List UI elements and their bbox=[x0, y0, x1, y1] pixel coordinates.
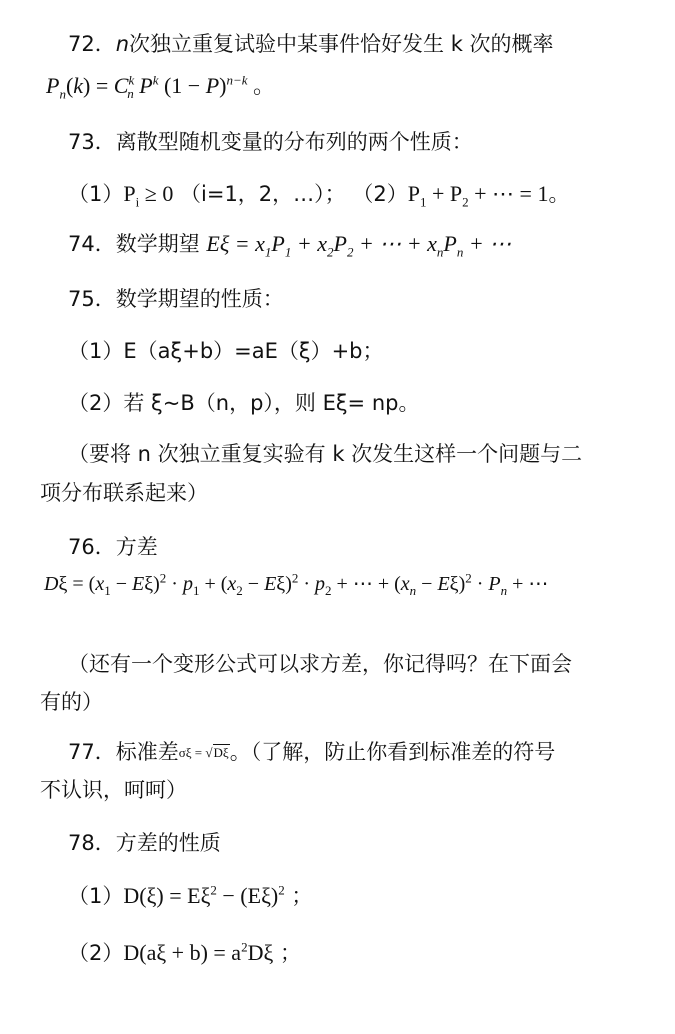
property-label: （1） bbox=[68, 182, 124, 206]
item-number: 76 bbox=[68, 535, 95, 559]
item-text: 标准差 bbox=[115, 740, 179, 764]
item-78: 78．方差的性质 bbox=[68, 831, 221, 855]
item-73-properties: $(1)P_i \ge 0$ （i=1，2，…）； $(2)P_1 + P_2$ + ⋯ = 1。 bbox=[68, 181, 570, 210]
item-78-property-2: $(2)D(a\xi + b) = a^2D\xi$ ； bbox=[68, 939, 301, 965]
item-number: 74 bbox=[68, 232, 95, 256]
expectation-formula: $E\xi = x_1P_1 + x_2P_2$ + ⋯ + $x_nP_n$ + ⋯ bbox=[206, 231, 512, 260]
item-75-property-1 bbox=[68, 337, 384, 365]
item-76: 76．方差 bbox=[68, 535, 158, 559]
note-binomial-line2: 项分布联系起来） bbox=[40, 481, 208, 505]
item-text: 方差的性质 bbox=[115, 831, 221, 855]
property-label: （1） bbox=[68, 339, 124, 363]
item-text: 离散型随机变量的分布列的两个性质： bbox=[115, 130, 473, 154]
item-tail: 。（了解，防止你看到标准差的符号 bbox=[229, 740, 556, 764]
item-number: 78 bbox=[68, 831, 95, 855]
property-tail: （i=1，2，…）； bbox=[180, 182, 346, 206]
item-text: 方差 bbox=[115, 535, 158, 559]
property-text: 若 ξ~B（n，p），则 Eξ= np。 bbox=[123, 391, 420, 415]
property-label: （2） bbox=[68, 941, 124, 965]
item-75-property-2 bbox=[68, 389, 419, 417]
item-72: 72．n次独立重复试验中某事件恰好发生 k 次的概率 bbox=[68, 32, 554, 56]
binomial-probability-formula: $P_n(k) = C^k_n$ $P^k$ $(1 - P)^{n-k}$ 。 bbox=[46, 72, 276, 102]
punct: 。 bbox=[548, 182, 570, 206]
punct: ； bbox=[279, 941, 301, 965]
property-label: （1） bbox=[68, 884, 124, 908]
item-number: 72 bbox=[68, 32, 95, 56]
item-75: 75．数学期望的性质： bbox=[68, 287, 284, 311]
item-text: 数学期望的性质： bbox=[115, 287, 284, 311]
item-77-line2: 不认识，呵呵） bbox=[40, 778, 187, 802]
property-text: E（aξ+b）=aE（ξ）+b； bbox=[123, 339, 384, 363]
note-variance-line1: （还有一个变形公式可以求方差，你记得吗？在下面会 bbox=[68, 652, 572, 676]
property-label: （2） bbox=[352, 182, 408, 206]
item-text: 次独立重复试验中某事件恰好发生 k 次的概率 bbox=[129, 32, 554, 56]
property-label: （2） bbox=[68, 391, 124, 415]
punct: ； bbox=[291, 884, 313, 908]
item-77: 77．标准差σξ = √Dξ。（了解，防止你看到标准差的符号 bbox=[68, 740, 556, 764]
variable-n: n bbox=[115, 32, 130, 56]
note-binomial-line1: （要将 n 次独立重复实验有 k 次发生这样一个问题与二 bbox=[68, 442, 583, 466]
item-number: 73 bbox=[68, 130, 95, 154]
item-number: 75 bbox=[68, 287, 95, 311]
variance-formula: $D\xi = (x_1 - E\xi)^2 \cdot p_1 + (x_2 - E\xi)^2 \cdot p_2$ + ⋯ + $(x_n - E\xi)^2 \cdot P_n$ + ⋯ bbox=[44, 570, 549, 598]
item-78-property-1: $(1)D(\xi) = E\xi^2 - (E\xi)^2$ ； bbox=[68, 882, 313, 908]
note-variance-line2: 有的） bbox=[40, 690, 103, 714]
item-text: 数学期望 bbox=[115, 232, 200, 256]
item-74: 74．数学期望 $E\xi = x_1P_1 + x_2P_2$ + ⋯ + $x_nP_n$ + ⋯ bbox=[68, 231, 512, 260]
item-73: 73．离散型随机变量的分布列的两个性质： bbox=[68, 130, 473, 154]
std-dev-formula: σξ = √Dξ bbox=[178, 745, 229, 760]
item-number: 77 bbox=[68, 740, 95, 764]
